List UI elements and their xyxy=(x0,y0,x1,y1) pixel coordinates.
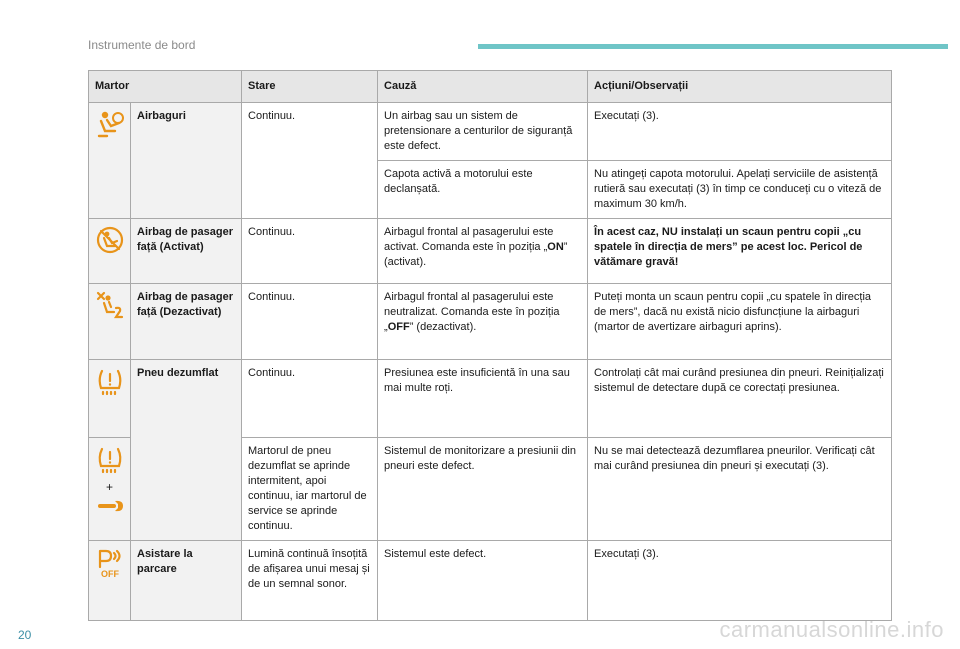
action-passenger-off: Puteți monta un scaun pentru copii „cu spatele în direcția de mers”, dacă nu există nicio disfuncțiune la airbaguri (martor de avertizare airbaguri aprins). xyxy=(588,284,892,360)
header-title: Instrumente de bord xyxy=(88,38,196,52)
icon-cell xyxy=(89,219,131,284)
cause-passenger-on xyxy=(378,219,588,284)
action-bonnet-deployed: Nu atingeți capota motorului. Apelați serviciile de asistență rutieră sau executați (3) în timp ce conduceți cu o viteză de maximum 30 km/h. xyxy=(588,161,892,219)
column-header-cauza: Cauză xyxy=(378,71,588,103)
icon-cell xyxy=(89,438,131,541)
state-tyre-continuous: Continuu. xyxy=(242,360,378,438)
light-name-tyre: Pneu dezumflat xyxy=(131,360,242,541)
position-off-label: OFF xyxy=(387,321,410,333)
parking-assist-icon xyxy=(94,547,126,579)
state-tyre-flashing: Martorul de pneu dezumflat se aprinde intermitent, apoi continuu, iar martorul de service se aprinde continuu. xyxy=(242,438,378,541)
table-row xyxy=(89,219,892,284)
watermark: carmanualsonline.info xyxy=(719,617,944,642)
light-name-passenger-off: Airbag de pasager față (Dezactivat) xyxy=(131,284,242,360)
passenger-airbag-off-icon xyxy=(95,290,125,320)
cause-tyre-system-fault: Sistemul de monitorizare a presiunii din pneuri este defect. xyxy=(378,438,588,541)
column-header-actiuni: Acțiuni/Observații xyxy=(588,71,892,103)
action-airbag-defect: Executați (3). xyxy=(588,103,892,161)
parking-off-label: OFF xyxy=(100,569,119,579)
icon-cell xyxy=(89,541,131,621)
cause-text: ” (activat). xyxy=(384,241,568,268)
cause-airbag-defect: Un airbag sau un sistem de pretensionare a centurilor de siguranță este defect. xyxy=(378,103,588,161)
plus-sign: + xyxy=(105,480,113,494)
icon-cell xyxy=(89,103,131,219)
table-row xyxy=(89,360,892,438)
table-row xyxy=(89,284,892,360)
light-name-airbag: Airbaguri xyxy=(131,103,242,219)
cause-parking: Sistemul este defect. xyxy=(378,541,588,621)
airbag-warning-icon xyxy=(95,109,125,139)
icon-cell xyxy=(89,284,131,360)
state-parking: Lumină continuă însoțită de afișarea unui mesaj și de un semnal sonor. xyxy=(242,541,378,621)
cause-passenger-off xyxy=(378,284,588,360)
tyre-pressure-icon xyxy=(95,444,125,474)
position-on-label: ON xyxy=(547,241,564,253)
cause-bonnet-deployed: Capota activă a motorului este declanșată. xyxy=(378,161,588,219)
page-number: 20 xyxy=(18,628,32,642)
light-name-parking: Asistare la parcare xyxy=(131,541,242,621)
table-header-row xyxy=(89,71,892,103)
passenger-airbag-on-icon xyxy=(95,225,125,255)
wrench-service-icon xyxy=(95,499,125,513)
cause-text: Airbagul frontal al pasagerului este activat. Comanda este în poziția „ xyxy=(384,226,554,253)
state-airbag: Continuu. xyxy=(242,103,378,219)
column-header-martor: Martor xyxy=(89,71,242,103)
cause-tyre-low: Presiunea este insuficientă în una sau mai multe roți. xyxy=(378,360,588,438)
warning-lights-table xyxy=(88,70,892,621)
state-passenger-on: Continuu. xyxy=(242,219,378,284)
state-passenger-off: Continuu. xyxy=(242,284,378,360)
cause-text: ” (dezactivat). xyxy=(409,321,477,333)
cause-text: Airbagul frontal al pasagerului este neutralizat. Comanda este în poziția „ xyxy=(384,291,560,333)
table-row xyxy=(89,541,892,621)
action-passenger-on-warning: În acest caz, NU instalați un scaun pentru copii „cu spatele în direcția de mers” pe acest loc. Pericol de vătămare gravă! xyxy=(588,219,892,284)
light-name-passenger-on: Airbag de pasager față (Activat) xyxy=(131,219,242,284)
action-tyre-low: Controlați cât mai curând presiunea din pneuri. Reinițializați sistemul de detectare după ce corectați presiunea. xyxy=(588,360,892,438)
action-tyre-system-fault: Nu se mai detectează dezumflarea pneurilor. Verificați cât mai curând presiunea din pneuri și executați (3). xyxy=(588,438,892,541)
header-accent-bar xyxy=(478,44,948,49)
table-row xyxy=(89,103,892,161)
action-parking: Executați (3). xyxy=(588,541,892,621)
icon-cell xyxy=(89,360,131,438)
tyre-pressure-icon xyxy=(95,366,125,396)
column-header-stare: Stare xyxy=(242,71,378,103)
